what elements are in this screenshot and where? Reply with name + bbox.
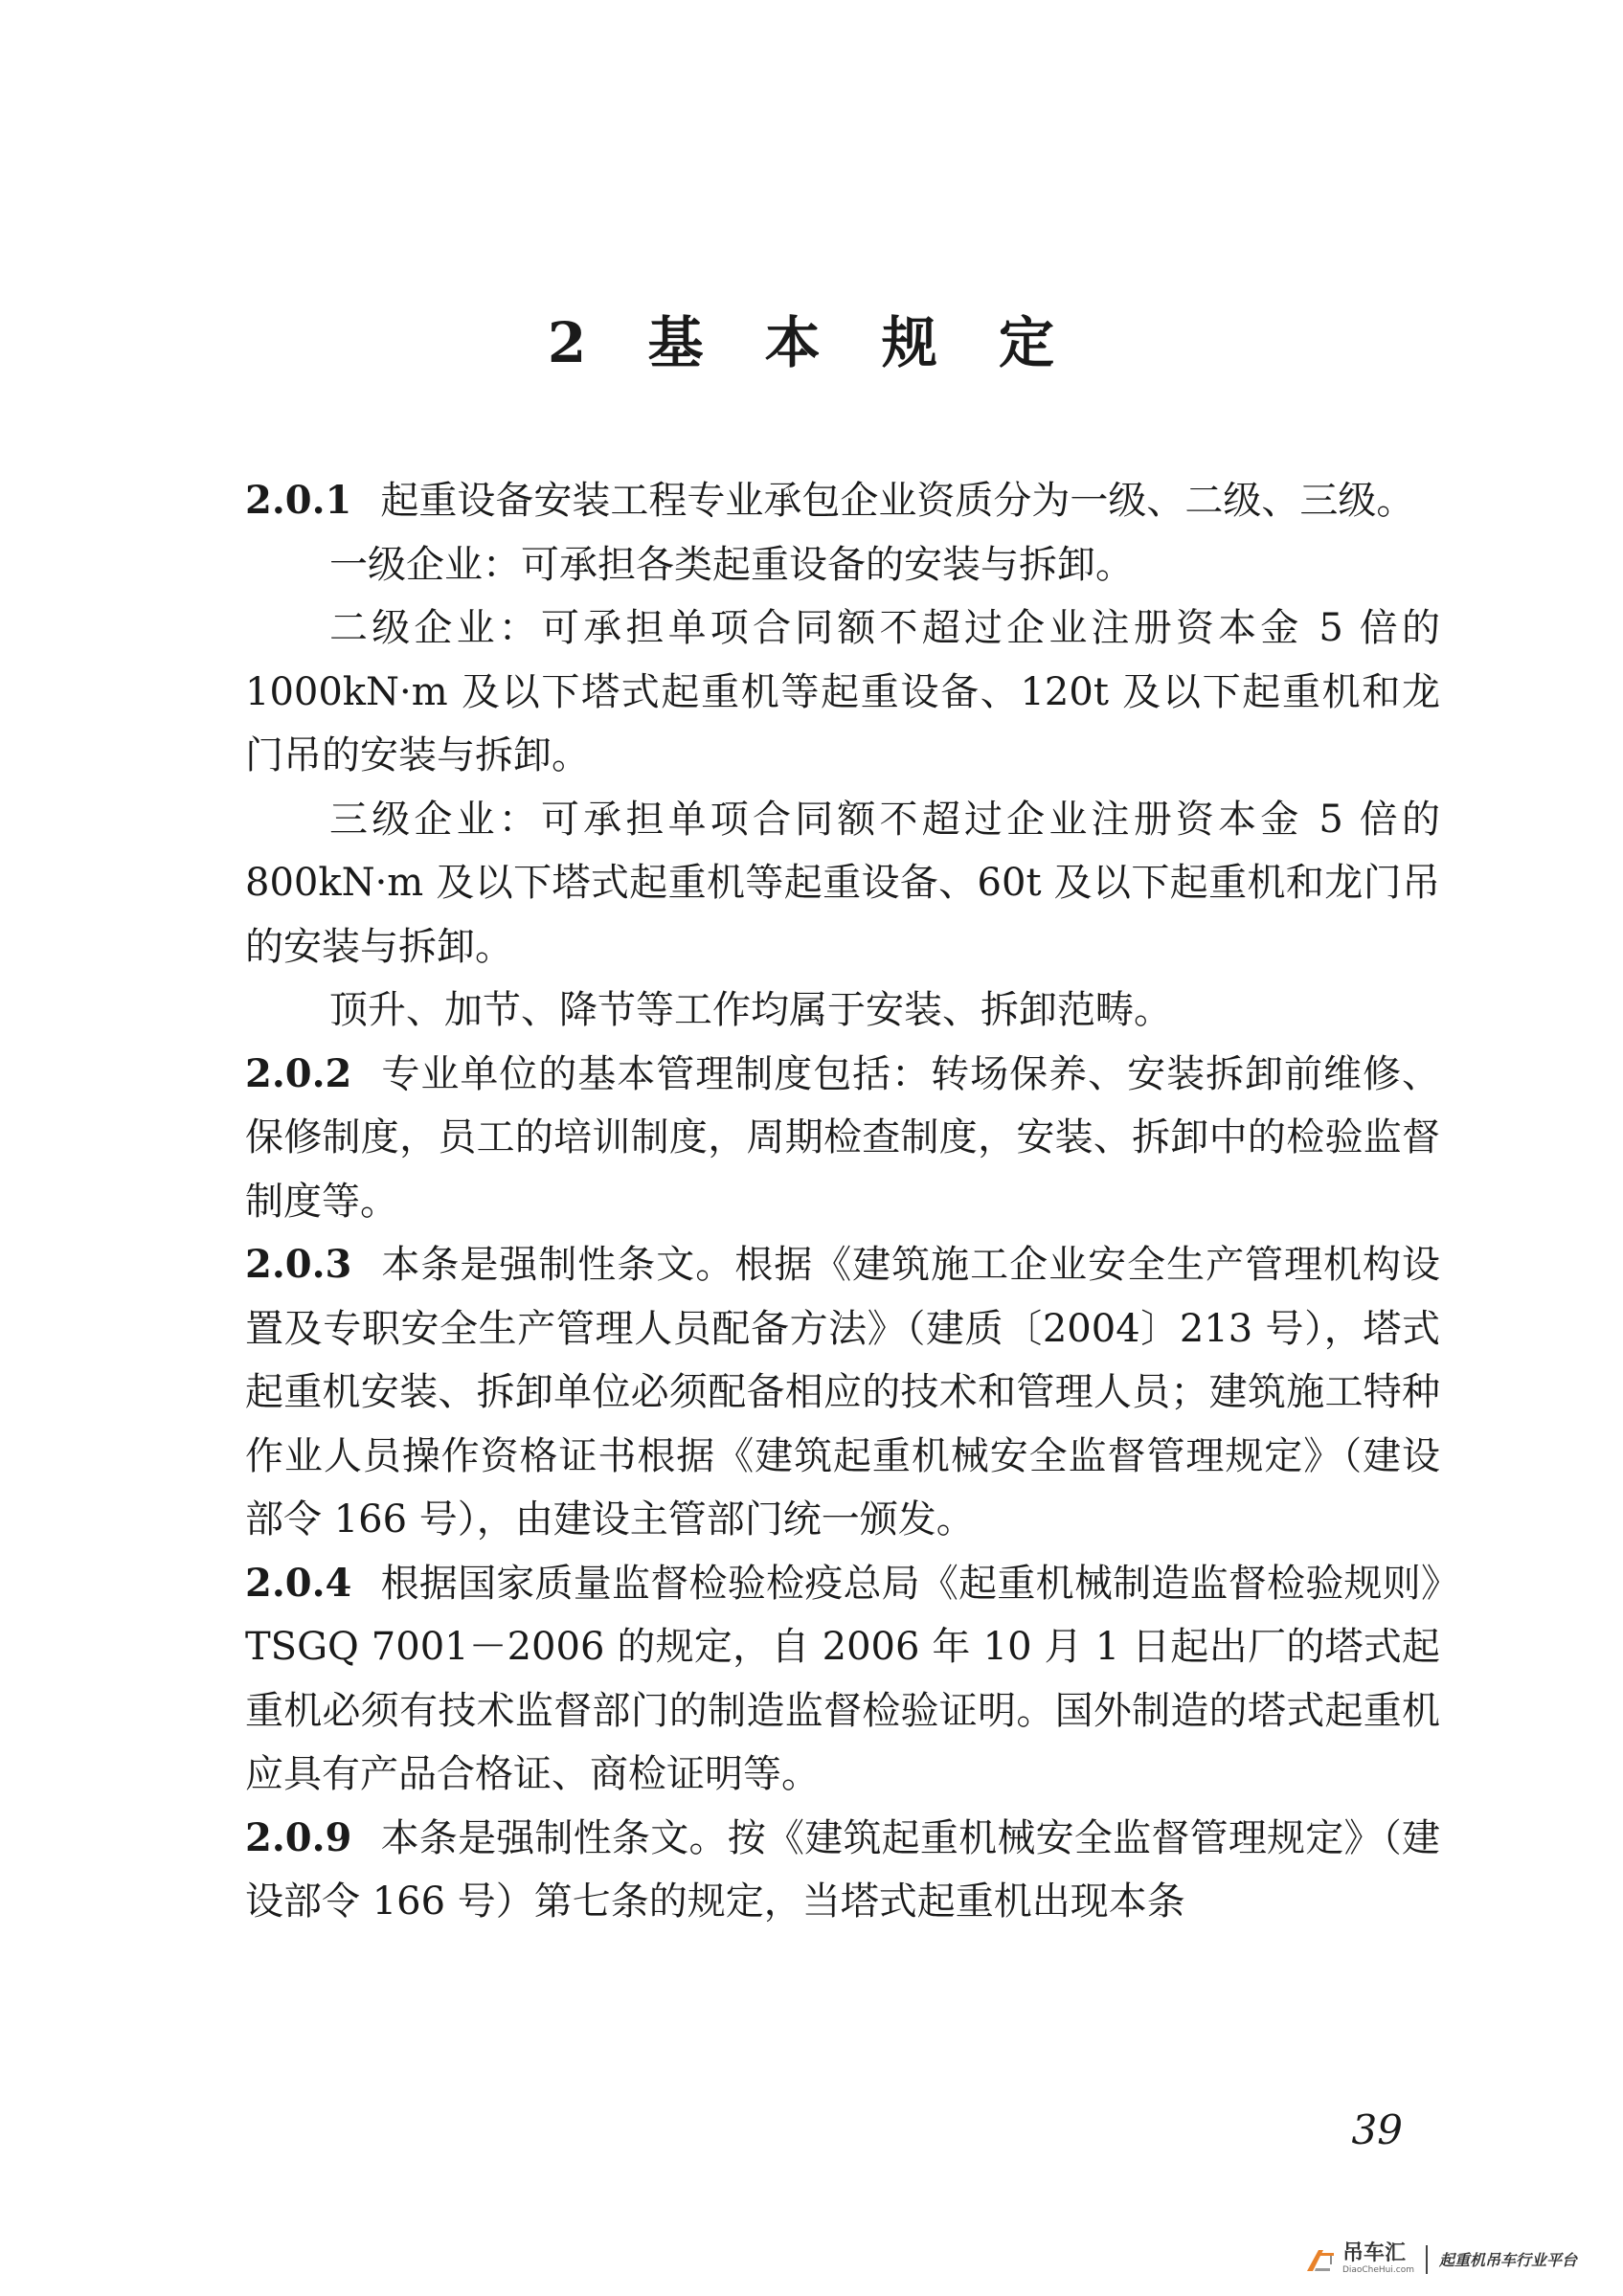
- clause-2-0-1: [245, 469, 1440, 533]
- page-title: 2 基 本 规 定: [547, 310, 1076, 375]
- clause-text: 本条是强制性条文。按《建筑起重机械安全监督管理规定》（建设部令 166 号）第七条的规定，当塔式起重机出现本条: [245, 1815, 1440, 1924]
- clause-number: 2.0.3: [245, 1242, 352, 1287]
- watermark-logo: [1304, 2243, 1414, 2275]
- watermark-divider: [1426, 2245, 1428, 2274]
- clause-text: 根据国家质量监督检验检疫总局《起重机械制造监督检验规则》TSGQ 7001－2006 的规定，自 2006 年 10 月 1 日起出厂的塔式起重机必须有技术监督部门的制造监督检验证明。国外制造的塔式起重机应具有产品合格证、商检证明等。: [245, 1561, 1440, 1796]
- clause-number: 2.0.2: [245, 1050, 352, 1096]
- page-number: 39: [1351, 2106, 1403, 2153]
- watermark: [1304, 2243, 1577, 2275]
- clause-2-0-4: [245, 1552, 1440, 1807]
- watermark-domain: DiaoCheHui.com: [1341, 2265, 1414, 2275]
- clause-2-0-9: [245, 1807, 1440, 1934]
- clause-2-0-3: [245, 1233, 1440, 1552]
- clause-number: 2.0.9: [245, 1814, 352, 1860]
- watermark-slogan: 起重机吊车行业平台: [1438, 2251, 1577, 2269]
- paragraph-level-three: 三级企业：可承担单项合同额不超过企业注册资本金 5 倍的 800kN·m 及以下塔式起重机等起重设备、60t 及以下起重机和龙门吊的安装与拆卸。: [245, 797, 1440, 969]
- paragraph-scope: 顶升、加节、降节等工作均属于安装、拆卸范畴。: [329, 988, 1172, 1032]
- clause-number: 2.0.4: [245, 1560, 352, 1606]
- clause-2-0-2: [245, 1043, 1440, 1234]
- document-body: [245, 469, 1440, 1934]
- clause-text: 起重设备安装工程专业承包企业资质分为一级、二级、三级。: [380, 479, 1415, 523]
- clause-number: 2.0.1: [245, 478, 352, 523]
- paragraph-level-two: 二级企业：可承担单项合同额不超过企业注册资本金 5 倍的 1000kN·m 及以下塔式起重机等起重设备、120t 及以下起重机和龙门吊的安装与拆卸。: [245, 606, 1440, 777]
- watermark-brand: 吊车汇: [1341, 2241, 1406, 2265]
- paragraph-level-one: 一级企业：可承担各类起重设备的安装与拆卸。: [329, 542, 1134, 587]
- clause-text: 本条是强制性条文。根据《建筑施工企业安全生产管理机构设置及专职安全生产管理人员配备方法》（建质〔2004〕213 号），塔式起重机安装、拆卸单位必须配备相应的技术和管理人员；建筑施工特种作业人员操作资格证书根据《建筑起重机械安全监督管理规定》（建设部令 166 号），由建设主管部门统一颁发。: [245, 1243, 1440, 1542]
- clause-text: 专业单位的基本管理制度包括：转场保养、安装拆卸前维修、保修制度，员工的培训制度，周期检查制度，安装、拆卸中的检验监督制度等。: [245, 1051, 1440, 1224]
- crane-logo-icon: [1304, 2245, 1337, 2274]
